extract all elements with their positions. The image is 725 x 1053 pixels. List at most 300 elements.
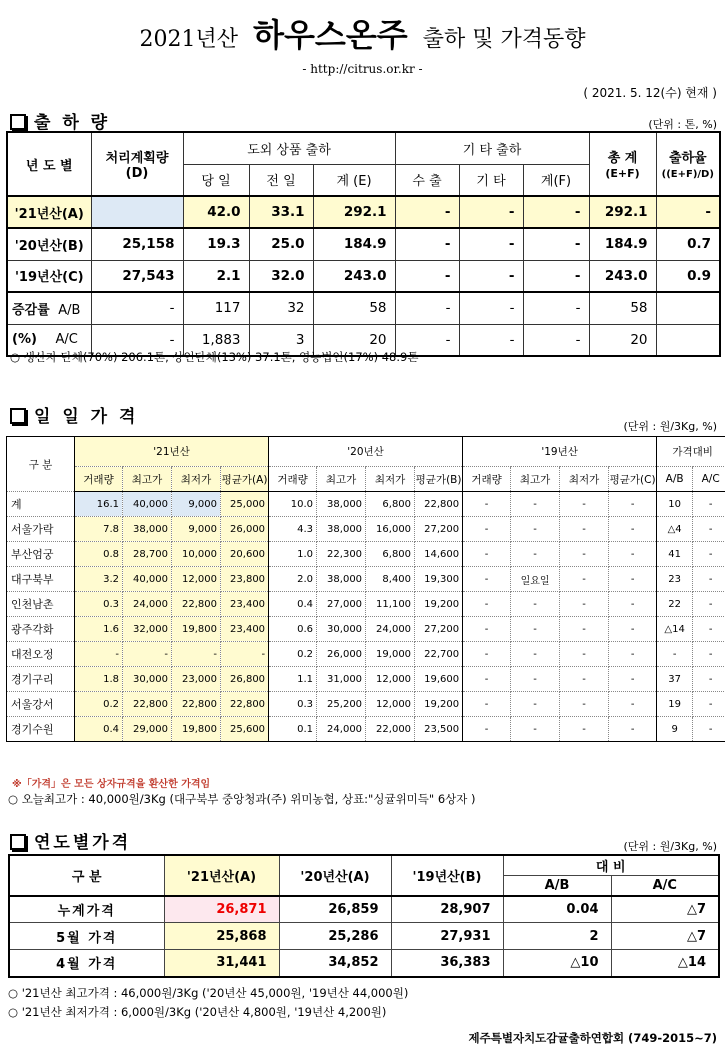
cell: - <box>463 667 511 692</box>
cell: 24,000 <box>317 717 366 742</box>
header-sum-e: 계 (E) <box>313 164 395 196</box>
cell: 26,800 <box>221 667 269 692</box>
cell: 0.1 <box>269 717 317 742</box>
daily-price-table <box>6 436 725 742</box>
cell: 23 <box>657 567 693 592</box>
cell: - <box>459 292 523 324</box>
cell: 26,871 <box>164 896 279 923</box>
cell: △10 <box>503 950 611 977</box>
cell: - <box>693 517 725 542</box>
cell: - <box>463 542 511 567</box>
table-row <box>7 567 725 592</box>
cell: - <box>560 642 609 667</box>
table-row <box>7 228 720 260</box>
table-row <box>9 896 719 923</box>
cell: - <box>693 617 725 642</box>
group-21: '21년산 <box>75 437 269 467</box>
cell: 0.7 <box>656 228 720 260</box>
cell: - <box>560 592 609 617</box>
cell: - <box>609 692 657 717</box>
cell: - <box>523 292 589 324</box>
column-header: 최고가 <box>317 467 366 492</box>
column-header: 최고가 <box>511 467 560 492</box>
header-c: '19년산(B) <box>391 855 503 896</box>
cell: - <box>511 667 560 692</box>
cell: - <box>560 692 609 717</box>
cell: - <box>609 492 657 517</box>
column-header: 최저가 <box>560 467 609 492</box>
row-label: 경기구리 <box>7 667 75 692</box>
cell: - <box>693 667 725 692</box>
cell: - <box>693 542 725 567</box>
cell: - <box>609 542 657 567</box>
table-row <box>7 196 720 228</box>
header-label: 구 분 <box>7 437 75 492</box>
table-row <box>7 592 725 617</box>
cell: 36,383 <box>391 950 503 977</box>
cell: 27,931 <box>391 923 503 950</box>
cell: - <box>463 592 511 617</box>
row-label: 서울가락 <box>7 517 75 542</box>
table-row <box>7 717 725 742</box>
column-header: 거래량 <box>463 467 511 492</box>
cell: 30,000 <box>123 667 172 692</box>
cell: - <box>511 542 560 567</box>
column-header: 평균가(A) <box>221 467 269 492</box>
cell: 23,800 <box>221 567 269 592</box>
cell: 31,000 <box>317 667 366 692</box>
header-compare: 대 비 <box>503 855 719 876</box>
cell: 22,300 <box>317 542 366 567</box>
cell: 30,000 <box>317 617 366 642</box>
cell: 16.1 <box>75 492 123 517</box>
cell: 25,286 <box>279 923 391 950</box>
cell: 0.4 <box>75 717 123 742</box>
cell: - <box>221 642 269 667</box>
cell: - <box>609 642 657 667</box>
cell: 0.3 <box>269 692 317 717</box>
cell: 28,700 <box>123 542 172 567</box>
shipment-unit: (단위 : 톤, %) <box>648 118 717 131</box>
cell: 292.1 <box>313 196 395 228</box>
cell: 0.2 <box>75 692 123 717</box>
cell: - <box>463 617 511 642</box>
cell: 10 <box>657 492 693 517</box>
cell: - <box>609 667 657 692</box>
cell: 9,000 <box>172 517 221 542</box>
cell: 27,200 <box>415 517 463 542</box>
cell: - <box>693 692 725 717</box>
cell: 2 <box>503 923 611 950</box>
row-label: 경기수원 <box>7 717 75 742</box>
table-row <box>9 923 719 950</box>
cell: - <box>463 717 511 742</box>
cell: 19,800 <box>172 617 221 642</box>
row-label: '19년산(C) <box>7 260 91 292</box>
cell: 38,000 <box>123 517 172 542</box>
cell: - <box>459 260 523 292</box>
column-header: 거래량 <box>269 467 317 492</box>
cell: - <box>511 517 560 542</box>
checkbox-square-icon <box>10 834 26 850</box>
cell: 0.6 <box>269 617 317 642</box>
cell: 292.1 <box>589 196 656 228</box>
cell: 38,000 <box>317 567 366 592</box>
cell: 42.0 <box>183 196 249 228</box>
cell: - <box>463 567 511 592</box>
cell: 58 <box>589 292 656 324</box>
cell: 25,000 <box>221 492 269 517</box>
cell: 27,543 <box>91 260 183 292</box>
yearly-note-low: ○ '21년산 최저가격 : 6,000원/3Kg ('20년산 4,800원, '19년산 4,200원) <box>8 1005 387 1019</box>
cell: 6,800 <box>366 492 415 517</box>
cell: 1,883 <box>183 324 249 356</box>
checkbox-square-icon <box>10 114 26 130</box>
cell: 32.0 <box>249 260 313 292</box>
cell: - <box>609 592 657 617</box>
cell: 32,000 <box>123 617 172 642</box>
row-label: 인천남촌 <box>7 592 75 617</box>
row-label: 대전오정 <box>7 642 75 667</box>
cell: 9 <box>657 717 693 742</box>
cell: 38,000 <box>317 517 366 542</box>
cell: 34,852 <box>279 950 391 977</box>
cell: 117 <box>183 292 249 324</box>
shipment-section-heading <box>10 108 110 133</box>
cell: △4 <box>657 517 693 542</box>
table-row <box>7 692 725 717</box>
cell: 58 <box>313 292 395 324</box>
cell: - <box>511 642 560 667</box>
title-main: 하우스온주 <box>253 16 408 54</box>
cell: 41 <box>657 542 693 567</box>
cell: 22,800 <box>221 692 269 717</box>
cell: 20 <box>589 324 656 356</box>
cell: - <box>609 517 657 542</box>
cell <box>91 196 183 228</box>
cell: 29,000 <box>123 717 172 742</box>
cell: 25,158 <box>91 228 183 260</box>
cell: 23,400 <box>221 592 269 617</box>
row-label: 누계가격 <box>9 896 164 923</box>
bullet-circle-icon: ○ <box>8 792 22 806</box>
cell: 12,000 <box>366 692 415 717</box>
header-a: '21년산(A) <box>164 855 279 896</box>
cell <box>656 292 720 324</box>
cell: 1.0 <box>269 542 317 567</box>
cell: 19,600 <box>415 667 463 692</box>
cell: - <box>560 542 609 567</box>
table-row <box>7 260 720 292</box>
cell: 25,868 <box>164 923 279 950</box>
header-today: 당 일 <box>183 164 249 196</box>
header-ac: A/C <box>611 876 719 896</box>
checkbox-square-icon <box>10 408 26 424</box>
cell: - <box>463 492 511 517</box>
row-label: 대구북부 <box>7 567 75 592</box>
shipment-title: 출 하 량 <box>34 113 111 133</box>
cell: - <box>123 642 172 667</box>
cell: 27,000 <box>317 592 366 617</box>
row-label: 5월 가격 <box>9 923 164 950</box>
cell: 0.3 <box>75 592 123 617</box>
shipment-table <box>6 131 721 357</box>
cell: 24,000 <box>123 592 172 617</box>
cell: - <box>395 292 459 324</box>
cell: - <box>91 292 183 324</box>
header-total: 총 계 (E+F) <box>589 132 656 196</box>
cell: - <box>463 517 511 542</box>
yearly-note-high: ○ '21년산 최고가격 : 46,000원/3Kg ('20년산 45,000원, '19년산 44,000원) <box>8 986 409 1000</box>
cell: 23,000 <box>172 667 221 692</box>
cell: - <box>75 642 123 667</box>
cell: 16,000 <box>366 517 415 542</box>
header-ab: A/B <box>503 876 611 896</box>
column-header: 최저가 <box>366 467 415 492</box>
cell: - <box>657 642 693 667</box>
cell: - <box>523 260 589 292</box>
cell: 27,200 <box>415 617 463 642</box>
group-19: '19년산 <box>463 437 657 467</box>
cell: - <box>463 692 511 717</box>
cell: 28,907 <box>391 896 503 923</box>
cell: 6,800 <box>366 542 415 567</box>
cell: - <box>560 667 609 692</box>
cell <box>656 324 720 356</box>
cell: △14 <box>611 950 719 977</box>
cell: 184.9 <box>589 228 656 260</box>
cell: 19,800 <box>172 717 221 742</box>
daily-note-high: ○ 오늘최고가 : 40,000원/3Kg (대구북부 중앙청과(주) 위미농협, 상표:"싱귤위미득" 6상자 ) <box>8 792 476 806</box>
cell: 1.1 <box>269 667 317 692</box>
bullet-circle-icon: ○ <box>10 350 24 364</box>
title-suffix: 출하 및 가격동향 <box>422 27 586 52</box>
daily-note-price: ※「가격」은 모든 상자규격을 환산한 가격임 <box>12 779 211 790</box>
group-20: '20년산 <box>269 437 463 467</box>
column-header: 최고가 <box>123 467 172 492</box>
cell: 19,200 <box>415 692 463 717</box>
table-row <box>7 542 725 567</box>
cell: 40,000 <box>123 567 172 592</box>
header-other: 기 타 출하 <box>395 132 589 164</box>
cell: 22,800 <box>172 592 221 617</box>
cell: 12,000 <box>172 567 221 592</box>
column-header: 최저가 <box>172 467 221 492</box>
cell: - <box>91 324 183 356</box>
row-label: 계 <box>7 492 75 517</box>
cell: 2.0 <box>269 567 317 592</box>
yearly-unit: (단위 : 원/3Kg, %) <box>623 840 717 853</box>
header-label: 구 분 <box>9 855 164 896</box>
cell: 184.9 <box>313 228 395 260</box>
cell: 24,000 <box>366 617 415 642</box>
cell: - <box>395 260 459 292</box>
cell: 20,600 <box>221 542 269 567</box>
cell: - <box>693 592 725 617</box>
column-header: A/C <box>693 467 725 492</box>
cell: △7 <box>611 923 719 950</box>
row-label: '20년산(B) <box>7 228 91 260</box>
cell: - <box>459 228 523 260</box>
cell: - <box>511 617 560 642</box>
yearly-title: 연도별가격 <box>34 833 132 853</box>
cell: 10,000 <box>172 542 221 567</box>
cell: - <box>656 196 720 228</box>
title-prefix: 2021년산 <box>139 27 238 52</box>
table-row <box>9 950 719 977</box>
row-label: 4월 가격 <box>9 950 164 977</box>
header-etc: 기 타 <box>459 164 523 196</box>
cell: 3.2 <box>75 567 123 592</box>
cell: 3 <box>249 324 313 356</box>
cell: 0.9 <box>656 260 720 292</box>
cell: - <box>395 228 459 260</box>
cell: 20 <box>313 324 395 356</box>
cell: △14 <box>657 617 693 642</box>
cell: - <box>693 642 725 667</box>
header-b: '20년산(A) <box>279 855 391 896</box>
yearly-price-table <box>8 854 720 978</box>
bullet-circle-icon: ○ <box>8 986 22 1000</box>
row-label: 광주각화 <box>7 617 75 642</box>
cell: 8,400 <box>366 567 415 592</box>
cell: 12,000 <box>366 667 415 692</box>
cell: - <box>523 228 589 260</box>
cell: - <box>523 196 589 228</box>
cell: 25,200 <box>317 692 366 717</box>
cell: 2.1 <box>183 260 249 292</box>
daily-title: 일 일 가 격 <box>34 407 139 427</box>
cell: 243.0 <box>313 260 395 292</box>
report-date: ( 2021. 5. 12(수) 현재 ) <box>583 86 717 100</box>
cell: - <box>459 196 523 228</box>
cell: - <box>523 324 589 356</box>
cell: 4.3 <box>269 517 317 542</box>
cell: 22,800 <box>172 692 221 717</box>
cell: 22,800 <box>415 492 463 517</box>
cell: - <box>395 324 459 356</box>
cell: 19,200 <box>415 592 463 617</box>
column-header: 거래량 <box>75 467 123 492</box>
header-sum-f: 계(F) <box>523 164 589 196</box>
row-label: (%) A/C <box>7 324 91 356</box>
cell: - <box>459 324 523 356</box>
row-label: '21년산(A) <box>7 196 91 228</box>
cell: 22 <box>657 592 693 617</box>
cell: 23,500 <box>415 717 463 742</box>
cell: - <box>609 617 657 642</box>
header-year: 년 도 별 <box>7 132 91 196</box>
cell: 32 <box>249 292 313 324</box>
site-url: - http://citrus.or.kr - <box>302 62 423 76</box>
cell: 9,000 <box>172 492 221 517</box>
header-domestic: 도외 상품 출하 <box>183 132 395 164</box>
table-row <box>7 667 725 692</box>
cell: 19,000 <box>366 642 415 667</box>
daily-unit: (단위 : 원/3Kg, %) <box>623 420 717 433</box>
cell: - <box>560 517 609 542</box>
cell: 10.0 <box>269 492 317 517</box>
cell: 26,000 <box>221 517 269 542</box>
cell: - <box>511 492 560 517</box>
cell: 19,300 <box>415 567 463 592</box>
header-rate: 출하율 ((E+F)/D) <box>656 132 720 196</box>
group-compare: 가격대비 <box>657 437 725 467</box>
header-export: 수 출 <box>395 164 459 196</box>
footer-org: 제주특별자치도감귤출하연합회 (749-2015~7) <box>468 1031 717 1045</box>
cell: - <box>693 717 725 742</box>
table-row <box>7 517 725 542</box>
cell: - <box>693 567 725 592</box>
header-prev: 전 일 <box>249 164 313 196</box>
page-title <box>0 10 725 56</box>
cell: 11,100 <box>366 592 415 617</box>
cell: 22,800 <box>123 692 172 717</box>
cell: - <box>560 617 609 642</box>
cell: 23,400 <box>221 617 269 642</box>
cell: - <box>560 717 609 742</box>
row-label: 증감률 A/B <box>7 292 91 324</box>
cell: - <box>693 492 725 517</box>
cell: - <box>609 717 657 742</box>
table-row <box>7 292 720 324</box>
table-row <box>7 492 725 517</box>
cell: 25,600 <box>221 717 269 742</box>
cell: - <box>511 717 560 742</box>
cell: 7.8 <box>75 517 123 542</box>
cell: 0.04 <box>503 896 611 923</box>
bullet-circle-icon: ○ <box>8 1005 22 1019</box>
cell: 31,441 <box>164 950 279 977</box>
cell: - <box>172 642 221 667</box>
cell: 14,600 <box>415 542 463 567</box>
cell: 19 <box>657 692 693 717</box>
cell: - <box>463 642 511 667</box>
cell: 0.2 <box>269 642 317 667</box>
shipment-note: ○ 생산자 단체(70%) 206.1톤, 상인단체(13%) 37.1톤, 영농법인(17%) 48.9톤 <box>10 350 419 364</box>
cell: - <box>609 567 657 592</box>
cell: 22,000 <box>366 717 415 742</box>
cell: - <box>560 567 609 592</box>
cell: 40,000 <box>123 492 172 517</box>
cell: - <box>511 692 560 717</box>
cell: △7 <box>611 896 719 923</box>
column-header: 평균가(C) <box>609 467 657 492</box>
cell: 0.4 <box>269 592 317 617</box>
row-label: 부산엄궁 <box>7 542 75 567</box>
header-plan: 처리계획량 (D) <box>91 132 183 196</box>
cell: 33.1 <box>249 196 313 228</box>
cell: 19.3 <box>183 228 249 260</box>
cell: 22,700 <box>415 642 463 667</box>
cell: 일요일 <box>511 567 560 592</box>
column-header: A/B <box>657 467 693 492</box>
row-label: 서울강서 <box>7 692 75 717</box>
cell: 37 <box>657 667 693 692</box>
cell: - <box>511 592 560 617</box>
cell: - <box>560 492 609 517</box>
table-row <box>7 617 725 642</box>
cell: 0.8 <box>75 542 123 567</box>
cell: 25.0 <box>249 228 313 260</box>
cell: 38,000 <box>317 492 366 517</box>
cell: 26,000 <box>317 642 366 667</box>
table-row <box>7 642 725 667</box>
cell: 1.8 <box>75 667 123 692</box>
yearly-section-heading <box>10 828 131 853</box>
column-header: 평균가(B) <box>415 467 463 492</box>
cell: 1.6 <box>75 617 123 642</box>
